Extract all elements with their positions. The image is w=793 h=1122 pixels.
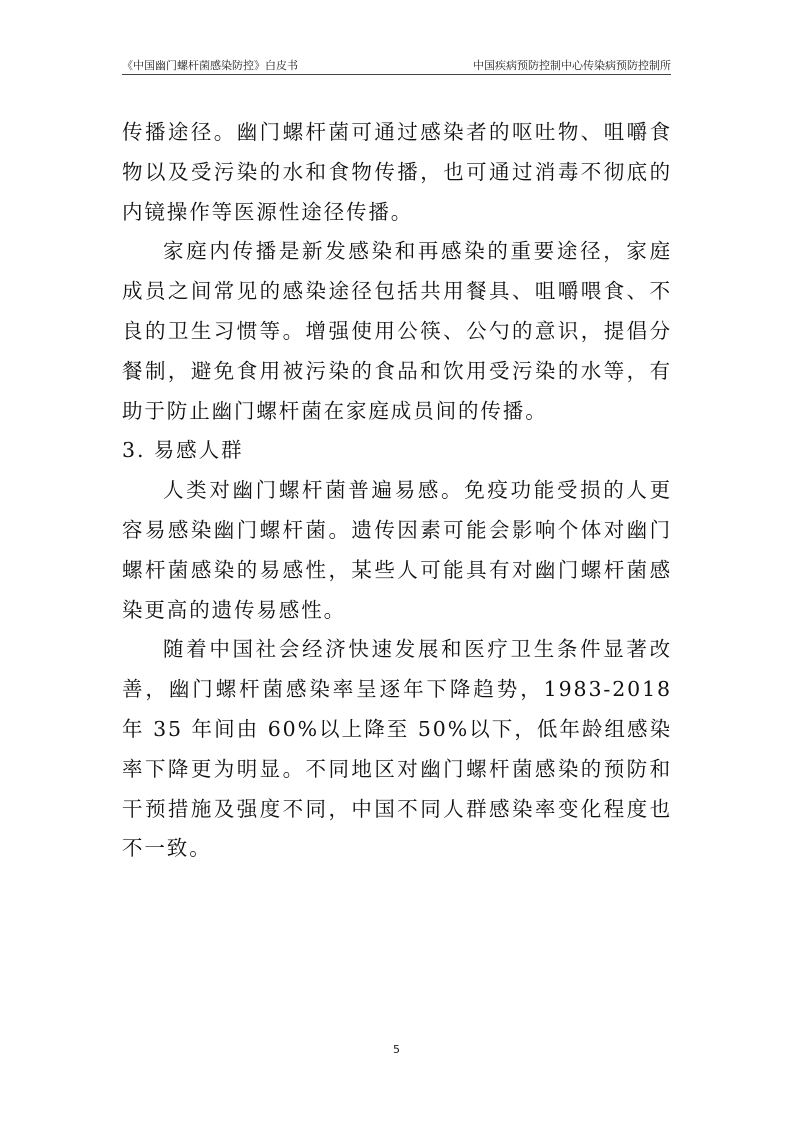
page-header (122, 54, 671, 75)
paragraph-household-transmission: 家庭内传播是新发感染和再感染的重要途径，家庭成员之间常见的感染途径包括共用餐具、咀嚼喂食、不良的卫生习惯等。增强使用公筷、公勺的意识，提倡分餐制，避免食用被污染的食品和饮用受污染的水等，有助于防止幽门螺杆菌在家庭成员间的传播。 (122, 239, 672, 423)
document-body (122, 113, 672, 869)
header-document-title: 《中国幽门螺杆菌感染防控》白皮书 (122, 59, 298, 72)
page-number: 5 (393, 1043, 400, 1056)
paragraph-susceptibility: 人类对幽门螺杆菌普遍易感。免疫功能受损的人更容易感染幽门螺杆菌。遗传因素可能会影响个体对幽门螺杆菌感染的易感性，某些人可能具有对幽门螺杆菌感染更高的遗传易感性。 (122, 478, 672, 622)
paragraph-infection-trend: 随着中国社会经济快速发展和医疗卫生条件显著改善，幽门螺杆菌感染率呈逐年下降趋势，1983-2018 年 35 年间由 60%以上降至 50%以下，低年龄组感染率下降更为明显。不同地区对幽门螺杆菌感染的预防和干预措施及强度不同，中国不同人群感染率变化程度也不一致。 (122, 637, 672, 861)
paragraph-transmission-routes: 传播途径。幽门螺杆菌可通过感染者的呕吐物、咀嚼食物以及受污染的水和食物传播，也可通过消毒不彻底的内镜操作等医源性途径传播。 (122, 120, 672, 224)
section-heading-susceptible-population: 3. 易感人群 (122, 438, 244, 463)
header-organization: 中国疾病预防控制中心传染病预防控制所 (473, 59, 671, 72)
